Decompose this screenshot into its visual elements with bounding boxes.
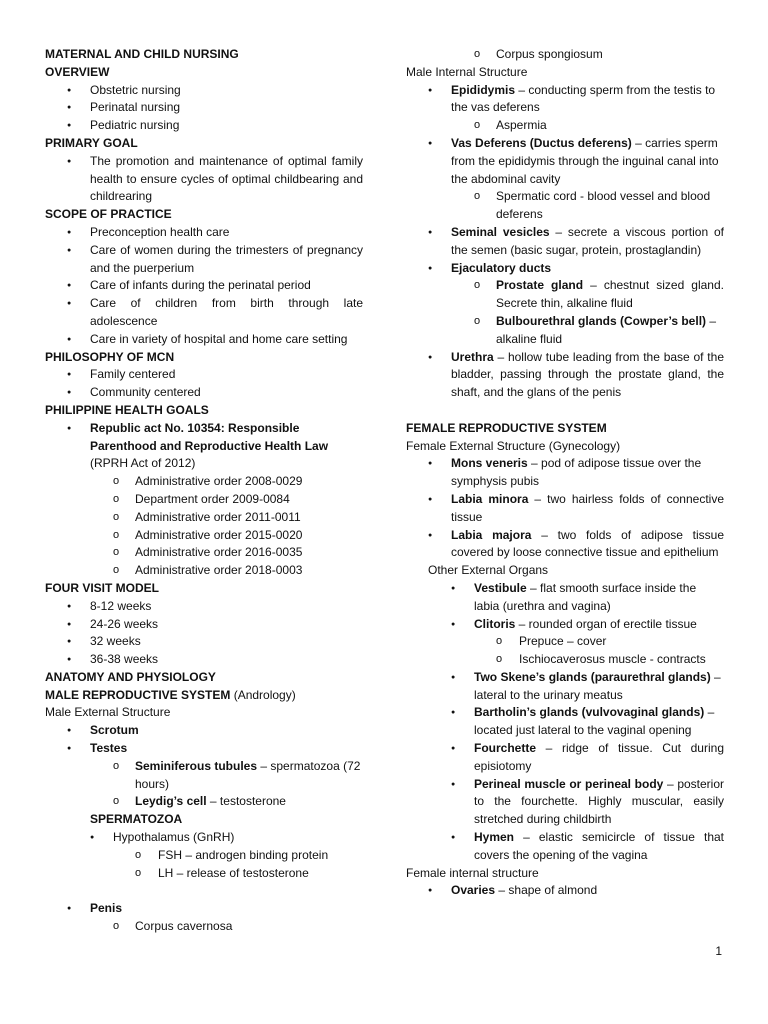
section-heading [45, 402, 363, 420]
item-text: – located just lateral to the vaginal opening [474, 705, 715, 738]
bullet-icon: ● [67, 424, 72, 432]
item-term: Leydig’s cell [135, 794, 207, 809]
hollow-bullet-icon: o [474, 119, 481, 132]
bullet-icon: ● [67, 86, 72, 94]
list-item [45, 651, 363, 669]
hollow-bullet-icon: o [135, 848, 142, 861]
section-heading [45, 349, 363, 367]
item-text: Preconception health care [90, 224, 230, 239]
bullet-icon: ● [67, 157, 72, 165]
heading-text: ANATOMY AND PHYSIOLOGY [45, 669, 216, 684]
heading-text: Male Internal Structure [406, 64, 528, 79]
item-text: Department order 2009-0084 [135, 491, 290, 506]
hollow-bullet-icon: o [474, 48, 481, 60]
item-term: Bulbourethral glands (Cowper’s bell) [496, 313, 707, 328]
item-text: Family centered [90, 367, 176, 382]
list-item [406, 349, 724, 402]
list-item [406, 633, 724, 651]
item-term: Mons veneris [451, 456, 528, 471]
list-item [406, 188, 724, 224]
list-item [406, 704, 724, 740]
hollow-bullet-icon: o [113, 564, 120, 577]
list-item [45, 527, 363, 545]
list-item [406, 580, 724, 616]
item-text: Corpus spongiosum [496, 47, 603, 61]
item-text: – rounded organ of erectile tissue [515, 616, 697, 631]
item-term: Labia majora [451, 527, 532, 542]
hollow-bullet-icon: o [113, 528, 120, 541]
item-text: Care of women during the trimesters of pregnancy and the puerperium [90, 242, 363, 275]
page-number: 1 [715, 944, 722, 958]
item-text: Perinatal nursing [90, 100, 181, 115]
item-term: Labia minora [451, 491, 529, 506]
item-text: FSH – androgen binding protein [158, 847, 329, 862]
list-item [406, 277, 724, 313]
section-heading [45, 135, 363, 153]
list-item [406, 776, 724, 829]
list-item [45, 544, 363, 562]
item-text: Corpus cavernosa [135, 919, 233, 934]
list-item [45, 562, 363, 580]
list-item [45, 242, 363, 278]
bullet-icon: ● [67, 656, 72, 664]
list-item [45, 473, 363, 491]
item-text: – ridge of tissue. Cut during episiotomy [474, 741, 724, 773]
heading-text: Other External Organs [428, 563, 549, 578]
bullet-icon: ● [451, 834, 456, 842]
list-item [406, 491, 724, 527]
heading-text: PRIMARY GOAL [45, 135, 138, 150]
list-item [45, 758, 363, 794]
list-item [406, 829, 724, 865]
section-heading [45, 206, 363, 224]
list-item [406, 651, 724, 669]
item-term: Vas Deferens (Ductus deferens) [451, 135, 632, 150]
list-item [406, 46, 724, 64]
list-item [45, 900, 363, 918]
subheading [406, 438, 724, 456]
hollow-bullet-icon: o [496, 635, 503, 648]
item-term: Hymen [474, 830, 515, 845]
blank-line [406, 402, 724, 420]
heading-text: MALE REPRODUCTIVE SYSTEM [45, 687, 231, 702]
subheading [406, 64, 724, 82]
bullet-icon: ● [428, 460, 433, 468]
item-text: Community centered [90, 385, 201, 400]
bullet-icon: ● [67, 300, 72, 308]
item-text: Obstetric nursing [90, 82, 181, 97]
list-item [406, 882, 724, 900]
list-item [45, 793, 363, 811]
list-item [45, 616, 363, 634]
list-item [45, 384, 363, 402]
item-text: Prepuce – cover [519, 634, 607, 649]
list-item [45, 224, 363, 242]
list-item [45, 82, 363, 100]
item-text: Pediatric nursing [90, 118, 180, 133]
bullet-icon: ● [67, 371, 72, 379]
heading-text: Female External Structure (Gynecology) [406, 438, 621, 453]
item-text: The promotion and maintenance of optimal family health to ensure cycles of optimal childbearing and childrearing [90, 153, 363, 204]
item-text: – two folds of adipose tissue covered by loose connective tissue and epithelium [451, 527, 725, 560]
bullet-icon: ● [67, 282, 72, 290]
bullet-icon: ● [67, 122, 72, 130]
bullet-icon: ● [67, 745, 72, 753]
item-text: – alkaline fluid [496, 313, 717, 346]
item-text: Administrative order 2015-0020 [135, 527, 303, 542]
list-item [45, 918, 363, 936]
list-item [45, 366, 363, 384]
subheading [45, 704, 363, 722]
hollow-bullet-icon: o [496, 653, 503, 666]
bullet-icon: ● [428, 86, 433, 94]
bullet-icon: ● [67, 638, 72, 646]
item-text: 36-38 weeks [90, 652, 159, 667]
hollow-bullet-icon: o [113, 759, 120, 772]
heading-note: (Andrology) [230, 687, 296, 702]
section-heading [45, 580, 363, 598]
bullet-icon: ● [67, 905, 72, 913]
item-text: (RPRH Act of 2012) [90, 456, 196, 471]
hollow-bullet-icon: o [474, 190, 481, 203]
item-text: Care of infants during the perinatal period [90, 278, 311, 293]
heading-text: OVERVIEW [45, 64, 110, 79]
item-term: Two Skene’s glands (paraurethral glands) [474, 669, 711, 684]
list-item [406, 313, 724, 349]
item-text: – lateral to the urinary meatus [474, 669, 721, 702]
item-text: Administrative order 2011-0011 [135, 509, 301, 524]
item-term: Ovaries [451, 883, 496, 898]
item-text: – testosterone [206, 794, 286, 809]
heading-text: SPERMATOZOA [90, 812, 183, 827]
item-text: Ischiocaverosus muscle - contracts [519, 652, 706, 667]
section-heading [45, 669, 363, 687]
item-text: Spermatic cord - blood vessel and blood deferens [496, 189, 711, 222]
bullet-icon: ● [451, 673, 456, 681]
bullet-icon: ● [451, 780, 456, 788]
list-item [406, 740, 724, 776]
item-term: Scrotum [90, 723, 139, 738]
list-item [45, 740, 363, 758]
bullet-icon: ● [428, 531, 433, 539]
item-text: Administrative order 2008-0029 [135, 474, 303, 489]
list-item [45, 153, 363, 206]
hollow-bullet-icon: o [135, 866, 142, 879]
list-item [45, 277, 363, 295]
item-term: Perineal muscle or perineal body [474, 776, 664, 791]
list-item [45, 420, 363, 473]
list-item [45, 99, 363, 117]
list-item [45, 633, 363, 651]
item-term: Seminal vesicles [451, 224, 550, 239]
item-term: Clitoris [474, 616, 516, 631]
item-text: – posterior to the fourchette. Highly muscular, easily stretched during childbirth [474, 776, 725, 827]
bullet-icon: ● [90, 834, 95, 842]
bullet-icon: ● [428, 228, 433, 236]
item-text: 8-12 weeks [90, 598, 152, 613]
heading-text: FEMALE REPRODUCTIVE SYSTEM [406, 420, 607, 435]
hollow-bullet-icon: o [113, 510, 120, 523]
list-item [406, 527, 724, 563]
list-item [45, 491, 363, 509]
bullet-icon: ● [428, 139, 433, 147]
hollow-bullet-icon: o [113, 920, 120, 933]
item-text: Care in variety of hospital and home care setting [90, 331, 348, 346]
list-item [45, 295, 363, 331]
heading-text: PHILOSOPHY OF MCN [45, 349, 175, 364]
item-text: Care of children from birth through late adolescence [90, 296, 363, 328]
list-item [406, 616, 724, 634]
item-text: Administrative order 2016-0035 [135, 545, 303, 560]
item-text: – shape of almond [495, 883, 598, 898]
bullet-icon: ● [428, 887, 433, 895]
item-text: Aspermia [496, 118, 547, 133]
item-term: Seminiferous tubules [135, 758, 258, 773]
list-item [406, 82, 724, 118]
item-term: Republic act No. 10354: Responsible Parenthood and Reproductive Health Law [90, 420, 329, 453]
item-text: Hypothalamus (GnRH) [113, 830, 235, 845]
item-text: – conducting sperm from the testis to the vas deferens [451, 82, 716, 115]
list-item [45, 829, 363, 847]
item-text: – pod of adipose tissue over the symphysis pubis [451, 456, 702, 489]
item-term: Fourchette [474, 741, 537, 756]
item-text: – elastic semicircle of tissue that covers the opening of the vagina [474, 830, 724, 862]
section-heading [45, 687, 363, 705]
list-item [406, 135, 724, 188]
item-text: – spermatozoa (72 hours) [135, 758, 361, 791]
item-term: Ejaculatory ducts [451, 260, 552, 275]
section-heading [45, 811, 363, 829]
item-term: Epididymis [451, 82, 516, 97]
blank-line [45, 882, 363, 900]
section-heading [406, 420, 724, 438]
heading-text: Male External Structure [45, 705, 171, 720]
item-term: Testes [90, 741, 128, 756]
list-item [45, 865, 363, 883]
list-item [45, 847, 363, 865]
item-term: Prostate gland [496, 278, 584, 293]
list-item [406, 669, 724, 705]
section-heading [45, 64, 363, 82]
list-item [45, 598, 363, 616]
hollow-bullet-icon: o [474, 279, 481, 292]
list-item [406, 117, 724, 135]
heading-text: MATERNAL AND CHILD NURSING [45, 47, 239, 61]
hollow-bullet-icon: o [113, 492, 120, 505]
item-text: – carries sperm from the epididymis through the inguinal canal into the abdominal cavity [451, 135, 719, 186]
hollow-bullet-icon: o [113, 546, 120, 559]
bullet-icon: ● [428, 353, 433, 361]
bullet-icon: ● [67, 335, 72, 343]
right-column [406, 46, 724, 900]
item-text: – hollow tube leading from the base of the bladder, passing through the prostate gland, the shaft, and the glans of the penis [451, 349, 724, 400]
item-text: – flat smooth surface inside the labia (urethra and vagina) [474, 580, 697, 613]
bullet-icon: ● [451, 745, 456, 753]
bullet-icon: ● [67, 620, 72, 628]
list-item [45, 509, 363, 527]
hollow-bullet-icon: o [474, 314, 481, 327]
bullet-icon: ● [451, 620, 456, 628]
list-item [406, 224, 724, 260]
list-item [406, 260, 724, 278]
item-term: Penis [90, 901, 123, 916]
list-item [45, 722, 363, 740]
left-column [45, 46, 363, 936]
list-item [45, 331, 363, 349]
item-text: 24-26 weeks [90, 616, 159, 631]
subheading [406, 562, 724, 580]
subheading [406, 865, 724, 883]
item-text: Administrative order 2018-0003 [135, 563, 303, 578]
bullet-icon: ● [67, 602, 72, 610]
bullet-icon: ● [428, 264, 433, 272]
bullet-icon: ● [451, 584, 456, 592]
bullet-icon: ● [451, 709, 456, 717]
bullet-icon: ● [67, 246, 72, 254]
bullet-icon: ● [67, 727, 72, 735]
heading-text: Female internal structure [406, 865, 539, 880]
heading-text: PHILIPPINE HEALTH GOALS [45, 402, 209, 417]
bullet-icon: ● [67, 104, 72, 112]
item-text: – two hairless folds of connective tissue [451, 491, 724, 524]
bullet-icon: ● [428, 495, 433, 503]
heading-text: FOUR VISIT MODEL [45, 580, 159, 595]
bullet-icon: ● [67, 228, 72, 236]
item-text: LH – release of testosterone [158, 865, 309, 880]
bullet-icon: ● [67, 389, 72, 397]
hollow-bullet-icon: o [113, 475, 120, 488]
item-text: 32 weeks [90, 634, 141, 649]
hollow-bullet-icon: o [113, 795, 120, 808]
item-text: – chestnut sized gland. Secrete thin, alkaline fluid [496, 278, 724, 311]
item-term: Urethra [451, 349, 494, 364]
list-item [45, 117, 363, 135]
list-item [406, 455, 724, 491]
item-term: Vestibule [474, 580, 527, 595]
heading-text: SCOPE OF PRACTICE [45, 207, 172, 222]
section-heading [45, 46, 363, 64]
item-term: Bartholin’s glands (vulvovaginal glands) [474, 705, 705, 720]
item-text: – secrete a viscous portion of the semen (basic sugar, protein, prostaglandin) [451, 224, 724, 257]
